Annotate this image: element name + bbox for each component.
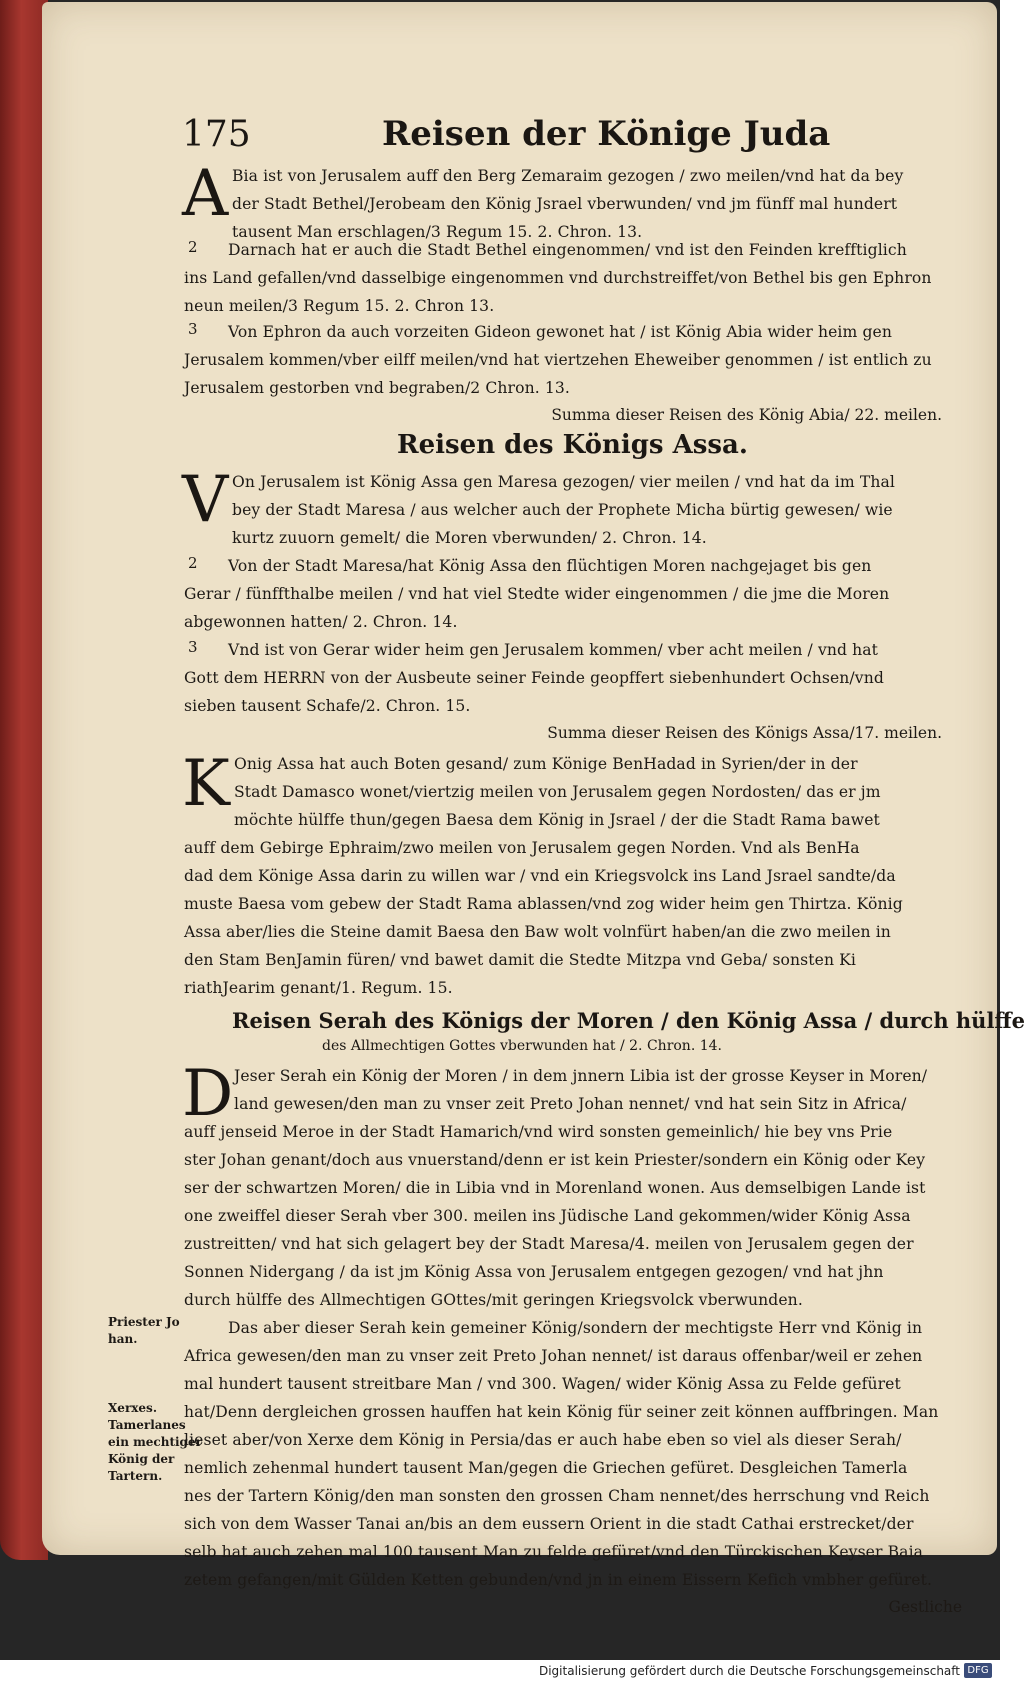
paragraph-number: 2 xyxy=(188,238,198,256)
initial-letter: D xyxy=(182,1057,234,1131)
serah-paragraph-1: Jeser Serah ein König der Moren / in dem jnnern Libia ist der grosse Keyser in Moren/ land gewesen/den man zu vnser zeit Preto Johan nennet/ vnd hat sein Sitz in Africa/ auff jenseid Meroe in der Stadt Hamarich/vnd wird sonsten gemeinlich/ hie bey vns Prie ster Johan genant/doch aus vnuerstand/denn er ist kein Priester/sondern ein König oder Key ser der schwartzen Moren/ die in Libia vnd in Morenland wonen. Aus demselbigen Lande ist one zweiffel dieser Serah vber 300. meilen ins Jüdische Land gekommen/wider König Assa zustreitten/ vnd hat sich gelagert bey der Stadt Maresa/4. meilen von Jerusalem gegen der Sonnen Nidergang / da ist jm König Assa von Jerusalem entgegen gezogen/ vnd hat jhn durch hülffe des Allmechtigen GOttes/mit geringen Kriegsvolck vberwunden. xyxy=(184,1067,928,1309)
book-edge xyxy=(0,0,48,1560)
abia-paragraph-2: Darnach hat er auch die Stadt Bethel eingenommen/ vnd ist den Feinden krefftiglich ins Land gefallen/vnd dasselbige eingenommen vnd durchstreiffet/von Bethel bis gen Ephron neun meilen/3 Regum 15. 2. Chron 13. xyxy=(184,241,932,315)
page-header xyxy=(42,114,842,162)
footer-bar xyxy=(0,1660,1000,1682)
assa-paragraph-2: Von der Stadt Maresa/hat König Assa den flüchtigen Moren nachgejaget bis gen Gerar / fünffthalbe meilen / vnd hat viel Stedte wider eingenommen / die jme die Moren abgewonnen hatten/ 2. Chron. 14. xyxy=(184,557,890,631)
margin-note: Xerxes. Tamerlanes ein mechtiger König der Tartern. xyxy=(108,1401,202,1483)
paragraph-number: 2 xyxy=(188,554,198,572)
book-page xyxy=(42,2,1025,1616)
serah-paragraph-2: Das aber dieser Serah kein gemeiner König/sondern der mechtigste Herr vnd König in Africa gewesen/den man zu vnser zeit Preto Johan nennet/ ist daraus offenbar/weil er zehen mal hundert tausent streitbare Man / vnd 300. Wagen/ wider König Assa zu Felde gefüret hat/Denn dergleichen grossen hauffen hat kein König für seiner zeit können auffbringen. Man lieset aber/von Xerxe dem König in Persia/das er auch habe eben so viel als dieser Serah/ nemlich zehenmal hundert tausent Man/gegen die Griechen gefüret. Desgleichen Tamerla nes der Tartern König/den man sonsten den grossen Cham nennet/des herrschung vnd Reich sich von dem Wasser Tanai an/bis an dem eussern Orient in die stadt Cathai erstrecket/der selb hat auch zehen mal 100 tausent Man zu felde gefüret/vnd den Türckischen Keyser Baia zetem gefangen/mit Gülden Ketten gebunden/vnd jn in einem Eissern Kefich vmbher gefüret. xyxy=(184,1319,939,1589)
initial-letter: V xyxy=(182,463,229,537)
margin-note: Priester Jo han. xyxy=(108,1315,180,1346)
running-head: Reisen der Könige Juda xyxy=(382,114,831,154)
dfg-logo-icon: DFG xyxy=(964,1663,992,1678)
assa-paragraph-3: Vnd ist von Gerar wider heim gen Jerusalem kommen/ vber acht meilen / vnd hat Gott dem HERRN von der Ausbeute seiner Feinde geopffert siebenhundert Ochsen/vnd sieben tausent Schafe/2. Chron. 15. xyxy=(184,641,884,715)
footer-credit: Digitalisierung gefördert durch die Deutsche Forschungsgemeinschaft xyxy=(538,1664,960,1678)
section-heading: Reisen Serah des Königs der Moren / den König Assa / durch hülffe xyxy=(232,1008,1025,1033)
summa-line: Summa dieser Reisen des König Abia/ 22. meilen. xyxy=(551,406,942,424)
page-number: 175 xyxy=(182,114,251,155)
section-subheading: des Allmechtigen Gottes vberwunden hat / 2. Chron. 14. xyxy=(322,1038,722,1054)
paragraph-number: 3 xyxy=(188,638,198,656)
section-heading: Reisen des Königs Assa. xyxy=(397,430,748,460)
initial-letter: A xyxy=(182,157,229,231)
initial-letter: K xyxy=(182,747,230,821)
assa-paragraph-1: On Jerusalem ist König Assa gen Maresa gezogen/ vier meilen / vnd hat da im Thal bey der Stadt Maresa / aus welcher auch der Prophete Micha bürtig gewesen/ wie kurtz zuuorn gemelt/ die Moren vberwunden/ 2. Chron. 14. xyxy=(232,473,895,547)
abia-paragraph-3: Von Ephron da auch vorzeiten Gideon gewonet hat / ist König Abia wider heim gen Jerusalem kommen/vber eilff meilen/vnd hat viertzehen Eheweiber genommen / ist entlich zu Jerusalem gestorben vnd begraben/2 Chron. 13. xyxy=(184,323,932,397)
assa-paragraph-4: Onig Assa hat auch Boten gesand/ zum Könige BenHadad in Syrien/der in der Stadt Damasco wonet/viertzig meilen von Jerusalem gegen Nordosten/ das er jm möchte hülffe thun/gegen Baesa dem König in Jsrael / der die Stadt Rama bawet auff dem Gebirge Ephraim/zwo meilen von Jerusalem gegen Norden. Vnd als BenHa dad dem Könige Assa darin zu willen war / vnd ein Kriegsvolck ins Land Jsrael sandte/da muste Baesa vom gebew der Stadt Rama ablassen/vnd zog wider heim gen Thirtza. König Assa aber/lies die Steine damit Baesa den Baw wolt volnfürt haben/an die zwo meilen in den Stam BenJamin füren/ vnd bawet damit die Stedte Mitzpa vnd Geba/ sonsten Ki riathJearim genant/1. Regum. 15. xyxy=(184,755,903,997)
paragraph-number: 3 xyxy=(188,320,198,338)
summa-line: Summa dieser Reisen des Königs Assa/17. meilen. xyxy=(547,724,942,742)
catchword: Gestliche xyxy=(888,1598,962,1616)
abia-paragraph-1: Bia ist von Jerusalem auff den Berg Zemaraim gezogen / zwo meilen/vnd hat da bey der Stadt Bethel/Jerobeam den König Jsrael vberwunden/ vnd jm fünff mal hundert tausent Man erschlagen/3 Regum 15. 2. Chron. 13. xyxy=(232,167,904,241)
